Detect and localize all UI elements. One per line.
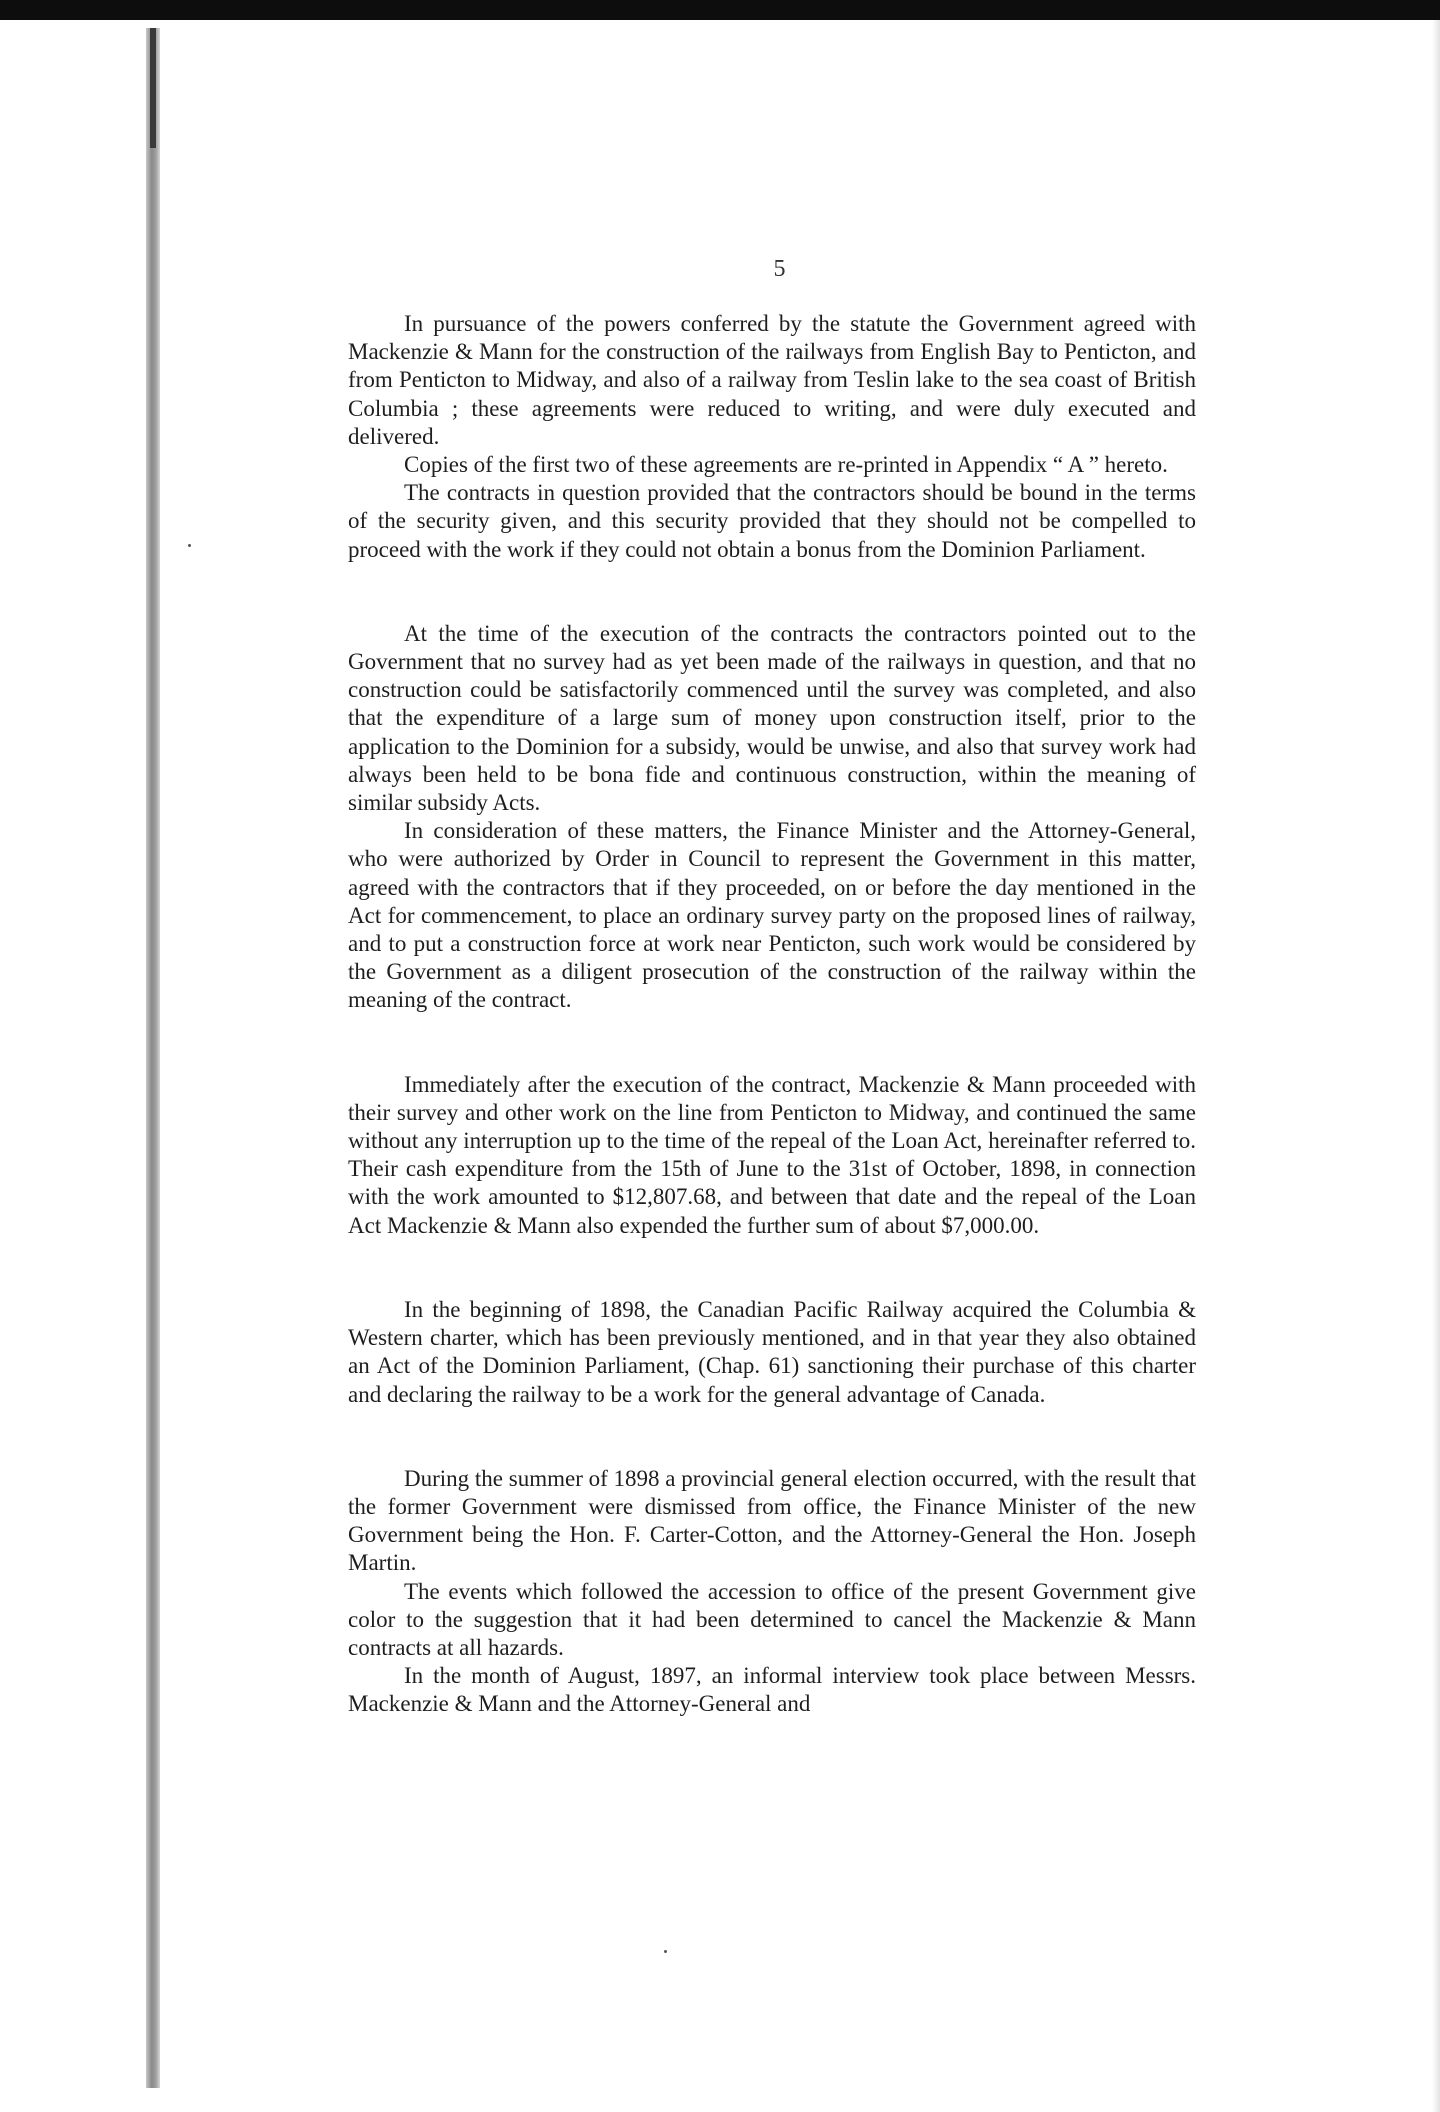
- paragraph: In the beginning of 1898, the Canadian Pacific Railway acquired the Columbia & Western charter, which has been previously mentioned, and in that year they also obtained an Act of the Dominion Parliament, (Chap. 61) sanctioning their purchase of this charter and declaring the railway to be a work for the general advantage of Canada.: [348, 1296, 1196, 1407]
- paragraph: In the month of August, 1897, an informal interview took place between Messrs. Mackenzie & Mann and the Attorney-General and: [348, 1663, 1196, 1717]
- paragraph: In pursuance of the powers conferred by the statute the Government agreed with Mackenzie & Mann for the construction of the railways from English Bay to Penticton, and from Penticton to Midway, and also of a railway from Teslin lake to the sea coast of British Columbia ; these agreements were reduced to writing, and were duly executed and delivered.: [348, 311, 1196, 449]
- paragraph: Immediately after the execution of the contract, Mackenzie & Mann proceeded with their survey and other work on the line from Penticton to Midway, and continued the same without any interruption up to the time of the repeal of the Loan Act, hereinafter referred to. Their cash expenditure from the 15th of June to the 31st of October, 1898, in connection with the work amounted to $12,807.68, and between that date and the repeal of the Loan Act Mackenzie & Mann also expended the further sum of about $7,000.00.: [348, 1071, 1196, 1238]
- paragraph: During the summer of 1898 a provincial general election occurred, with the result that the former Government were dismissed from office, the Finance Minister of the new Government being the Hon. F. Carter-Cotton, and the Attorney-General the Hon. Joseph Martin.: [348, 1465, 1196, 1576]
- scan-binding-dark-mark: [150, 28, 156, 148]
- scan-top-border: [0, 0, 1440, 20]
- scan-speck: [188, 544, 191, 547]
- page-number: 5: [773, 256, 787, 282]
- scan-right-border: [1432, 20, 1440, 2112]
- paragraph: The contracts in question provided that the contractors should be bound in the terms of the security given, and this security provided that they should not be compelled to proceed with the work if they could not obtain a bonus from the Dominion Parliament.: [348, 480, 1196, 562]
- page-body: [348, 310, 1196, 1719]
- scan-binding-shadow: [146, 28, 160, 2088]
- paragraph: At the time of the execution of the contracts the contractors pointed out to the Government that no survey had as yet been made of the railways in question, and that no construction could be satisfactorily commenced until the survey was completed, and also that the expenditure of a large sum of money upon construction itself, prior to the application to the Dominion for a subsidy, would be unwise, and also that survey work had always been held to be bona fide and continuous construction, within the meaning of similar subsidy Acts.: [348, 620, 1196, 816]
- paragraph: The events which followed the accession to office of the present Government give color to the suggestion that it had been determined to cancel the Mackenzie & Mann contracts at all hazards.: [348, 1578, 1196, 1660]
- paragraph: Copies of the first two of these agreements are re-printed in Appendix “ A ” hereto.: [404, 452, 1168, 478]
- paragraph: In consideration of these matters, the Finance Minister and the Attorney-General, who were authorized by Order in Council to represent the Government in this matter, agreed with the contractors that if they proceeded, on or before the day mentioned in the Act for commencement, to place an ordinary survey party on the proposed lines of railway, and to put a construction force at work near Penticton, such work would be considered by the Government as a diligent prosecution of the construction of the railway within the meaning of the contract.: [348, 818, 1196, 1013]
- scan-speck: [664, 1950, 667, 1953]
